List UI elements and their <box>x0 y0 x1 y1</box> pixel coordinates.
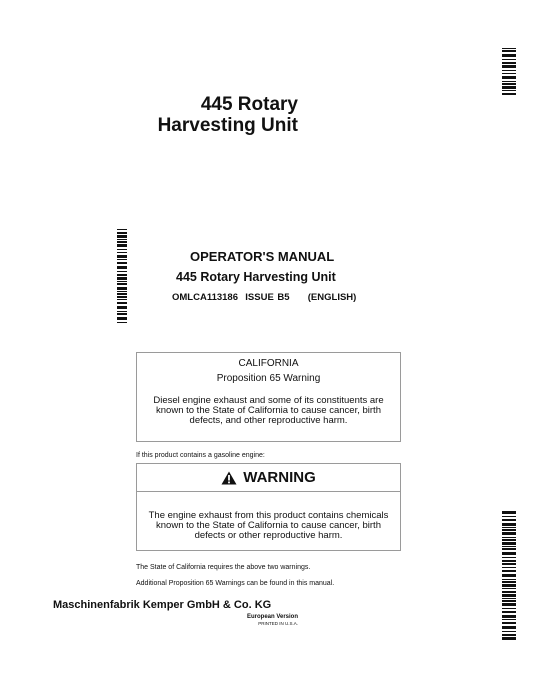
barcode-bar <box>117 239 127 240</box>
barcode-bar <box>117 274 127 276</box>
california-warning-box <box>136 352 401 442</box>
state-note: The State of California requires the above two warnings. <box>136 564 311 571</box>
barcode-bar <box>117 235 127 238</box>
barcode-bar <box>502 603 516 606</box>
warning-text: The engine exhaust from this product contains chemicals known to the State of California to cause cancer, birth defects or other reproductive harm. <box>148 510 389 541</box>
barcode-bar <box>502 542 516 545</box>
barcode-bar <box>502 90 516 91</box>
california-text: Diesel engine exhaust and some of its constituents are known to the State of California to cause cancer, birth defects, and other reproductive harm. <box>153 395 384 426</box>
barcode-bar <box>502 93 516 95</box>
barcode-top-icon <box>502 48 516 96</box>
barcode-bar <box>117 244 127 247</box>
barcode-bar <box>117 296 127 299</box>
barcode-bar <box>117 283 127 285</box>
barcode-bar <box>502 83 516 85</box>
barcode-bar <box>117 299 127 300</box>
barcode-bar <box>502 519 516 521</box>
warning-label: WARNING <box>243 469 316 486</box>
barcode-bar <box>117 252 127 254</box>
barcode-bar <box>502 62 516 64</box>
barcode-bar <box>117 313 127 315</box>
barcode-bar <box>502 539 516 541</box>
manual-code: OMLCA113186 ISSUE B5 (ENGLISH) <box>172 292 357 303</box>
barcode-bar <box>502 529 516 531</box>
gasoline-warning-box <box>136 463 401 551</box>
company-name: Maschinenfabrik Kemper GmbH & Co. KG <box>53 599 272 611</box>
barcode-bar <box>117 259 127 260</box>
barcode-bar <box>502 579 516 580</box>
printed-label: PRINTED IN U.S.A. <box>258 621 298 626</box>
barcode-bar <box>117 232 127 234</box>
barcode-bar <box>502 598 516 599</box>
barcode-bar <box>502 594 516 597</box>
barcode-bar <box>502 626 516 629</box>
barcode-bar <box>502 574 516 577</box>
barcode-bar <box>117 241 127 243</box>
barcode-bar <box>117 249 127 250</box>
barcode-bar <box>117 291 127 292</box>
barcode-bar <box>117 306 127 309</box>
cover-title <box>140 94 298 136</box>
barcode-bar <box>117 255 127 258</box>
california-title: CALIFORNIA <box>238 358 299 369</box>
barcode-bar <box>117 293 127 295</box>
barcode-bar <box>502 548 516 550</box>
additional-note: Additional Proposition 65 Warnings can be found in this manual. <box>136 580 335 587</box>
manual-subtitle: 445 Rotary Harvesting Unit <box>176 270 336 284</box>
barcode-bar <box>502 81 516 82</box>
barcode-bar <box>502 584 516 587</box>
barcode-bar <box>502 619 516 620</box>
barcode-bar <box>502 86 516 89</box>
barcode-bar <box>117 266 127 269</box>
barcode-bar <box>502 591 516 593</box>
warning-triangle-icon <box>221 471 237 485</box>
barcode-bar <box>502 608 516 609</box>
barcode-bar <box>502 611 516 613</box>
gasoline-note: If this product contains a gasoline engine: <box>136 452 265 459</box>
barcode-bar <box>502 546 516 547</box>
barcode-bar <box>502 70 516 71</box>
manual-heading: OPERATOR'S MANUAL <box>190 249 335 264</box>
barcode-bar <box>502 560 516 562</box>
barcode-bar <box>502 532 516 535</box>
california-subtitle: Proposition 65 Warning <box>216 373 321 384</box>
barcode-bar <box>502 73 516 75</box>
barcode-bar <box>502 581 516 583</box>
barcode-bar <box>502 65 516 68</box>
barcode-bar <box>502 563 516 566</box>
barcode-bar <box>502 634 516 636</box>
barcode-bar <box>502 59 516 60</box>
barcode-bar <box>502 511 516 514</box>
barcode-bar <box>502 552 516 555</box>
barcode-bar <box>502 637 516 640</box>
barcode-bar <box>502 54 516 57</box>
barcode-bar <box>502 76 516 79</box>
barcode-bar <box>117 287 127 290</box>
barcode-bar <box>502 557 516 558</box>
barcode-bottom-icon <box>502 511 516 641</box>
barcode-bar <box>502 516 516 517</box>
version-label: European Version <box>246 614 298 620</box>
barcode-bar <box>502 50 516 52</box>
barcode-bar <box>117 229 127 230</box>
barcode-bar <box>117 322 127 323</box>
cover-title-line1: 445 Rotary <box>200 94 298 115</box>
barcode-left-icon <box>117 229 127 325</box>
barcode-bar <box>117 281 127 282</box>
barcode-bar <box>117 271 127 272</box>
barcode-bar <box>502 615 516 618</box>
barcode-bar <box>502 567 516 568</box>
cover-title-line2: Harvesting Unit <box>157 115 298 136</box>
barcode-bar <box>502 48 516 49</box>
barcode-bar <box>502 631 516 632</box>
barcode-bar <box>502 588 516 589</box>
barcode-bar <box>117 277 127 280</box>
barcode-bar <box>502 622 516 624</box>
barcode-bar <box>117 302 127 304</box>
warning-header <box>137 464 400 492</box>
barcode-bar <box>502 600 516 602</box>
barcode-bar <box>117 311 127 312</box>
barcode-bar <box>502 570 516 572</box>
barcode-bar <box>502 527 516 528</box>
barcode-bar <box>502 523 516 526</box>
barcode-bar <box>117 262 127 264</box>
barcode-bar <box>502 537 516 538</box>
barcode-bar <box>117 317 127 320</box>
